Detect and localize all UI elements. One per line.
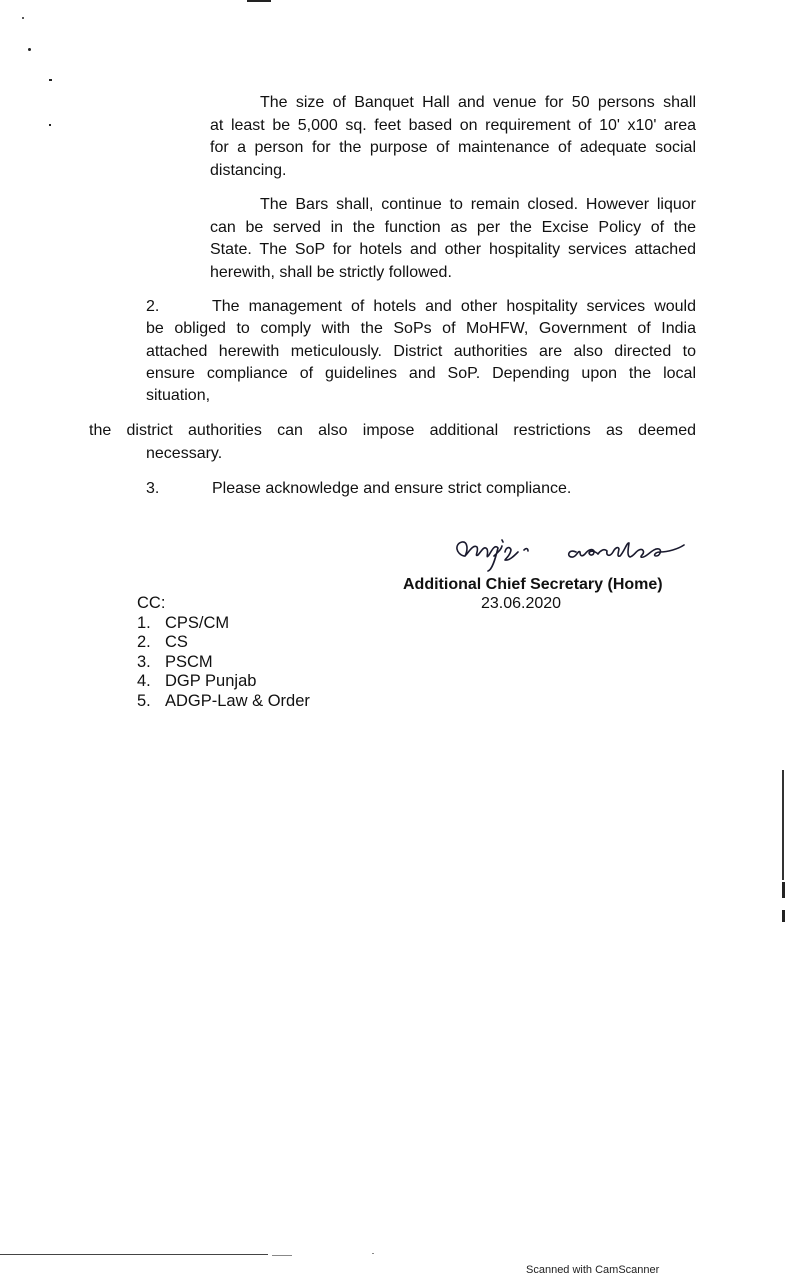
cc-item-number: 3. [137, 652, 151, 671]
top-rule [247, 0, 271, 2]
scan-dot [28, 48, 31, 51]
paragraph-bars [210, 194, 696, 284]
cc-item-text: CPS/CM [165, 613, 230, 632]
text-line: for a person for the purpose of maintenance of adequate social [210, 139, 696, 156]
paragraph-number: 3. [146, 480, 160, 497]
scan-dot [22, 17, 24, 19]
cc-item-number: 4. [137, 672, 151, 690]
paragraph-banquet [210, 92, 696, 182]
text-line: Please acknowledge and ensure strict compliance. [212, 480, 572, 497]
cc-item-text: DGP Punjab [165, 672, 257, 690]
scan-edge-line [782, 770, 784, 880]
scan-bottom-dash [272, 1255, 292, 1256]
text-line: herewith, shall be strictly followed. [210, 263, 452, 281]
text-line [146, 296, 696, 318]
cc-item-number: 1. [137, 613, 151, 632]
handwritten-signature [448, 530, 693, 574]
scan-bottom-line [0, 1254, 268, 1255]
scan-dot [49, 124, 51, 126]
text-line: necessary. [146, 444, 223, 462]
text-line: the district authorities can also impose additional restrictions as deemed [89, 422, 696, 439]
text-line: distancing. [210, 161, 287, 179]
cc-item [137, 653, 310, 673]
cc-item-text: ADGP-Law & Order [165, 691, 310, 710]
text-line: be obliged to comply with the SoPs of MoHFW, Government of India [146, 320, 696, 338]
text-line: attached herewith meticulously. District authorities are also directed to [146, 342, 696, 360]
paragraph-number: 2. [146, 298, 160, 315]
cc-item [137, 633, 310, 653]
text-line: State. The SoP for hotels and other hospitality services attached [210, 241, 696, 258]
cc-item-text: CS [165, 633, 188, 651]
scan-dot [372, 1253, 374, 1254]
cc-item-number: 2. [137, 633, 151, 651]
text-line: ensure compliance of guidelines and SoP. Depending upon the local [146, 364, 696, 382]
signature-date: 23.06.2020 [481, 595, 562, 612]
cc-item [137, 614, 310, 634]
text-line-content: The management of hotels and other hospitality services would [212, 298, 696, 315]
text-line: at least be 5,000 sq. feet based on requirement of 10' x10' area [210, 116, 696, 134]
text-line: can be served in the function as per the Excise Policy of the [210, 218, 696, 236]
text-line: The size of Banquet Hall and venue for 50 persons shall [260, 94, 696, 111]
text-line: situation, [146, 387, 211, 405]
signatory-title: Additional Chief Secretary (Home) [403, 576, 663, 593]
cc-item-text: PSCM [165, 652, 213, 671]
cc-item [137, 672, 310, 692]
paragraph-2 [146, 296, 696, 407]
cc-item-number: 5. [137, 691, 151, 710]
text-line: The Bars shall, continue to remain closed. However liquor [260, 196, 696, 213]
cc-item [137, 692, 310, 712]
paragraph-district [89, 420, 696, 465]
camscanner-watermark: Scanned with CamScanner [526, 1264, 660, 1276]
paragraph-3 [146, 478, 571, 500]
cc-list [137, 594, 310, 711]
cc-heading: CC: [137, 594, 166, 612]
scan-dot [49, 79, 52, 81]
